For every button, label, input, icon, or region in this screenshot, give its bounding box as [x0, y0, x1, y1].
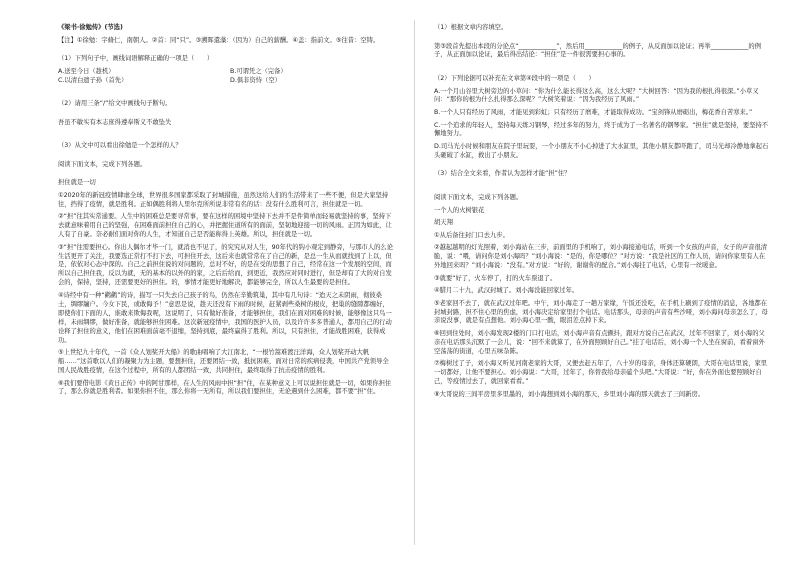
- story-paragraph: ③就要“好了，火车停了，打的火车票退了。: [434, 274, 557, 282]
- option-b: B.一个人只有经历了风雨，才能见到彩虹；只有经历了磨难，才能取得成功。“宝剑锋从磨砺出，梅花香自苦寒来。”: [434, 109, 753, 116]
- left-column: [58, 24, 394, 401]
- article-paragraph: ⑤上世纪九十年代，一首《众人划桨开大船》的歌曲唱响了大江南北，“一根竹篙难渡汪洋海，众人划桨开动大帆船……”这首歌以人们的凝聚力为主题，要想担住，还要团结一致，抵抗困难，面对日常的疾病侵袭，中国共产党领导全国人民战胜疫情，在这个过程中，所有的人都团结一致，共同担住，最终取得了抗击疫情的胜利。: [58, 349, 389, 374]
- story-title: 一个人的火树银花: [434, 206, 485, 214]
- story-paragraph: ②越起越明的灯光照着，刘小海站在三步，前面里的手机响了，刘小海接通电话，听到一个女孩的声音，女子的声音很清脆，说：“喂，请问你是刘小海吗？”刘小海说：“是的，你是哪位？”对方说：“我是社区的工作人员，请问你家里有人在外地回来吗？”刘小海说：“没有。”对方说：“好的，谢谢你的配合。”刘小海挂了电话，心里有一丝暖意。: [434, 244, 768, 269]
- article-paragraph: ②“担”往其实常通要。人生中的困难总是要寻常事，要在这样的困境中坚持下去并不是件简单而轻易就坚持的事，坚持下去就意味着用自己的坚强，在困难面前担住自己的心，并把握住道所有的面前，坚韧地迎接一切的风雨。正因为如此，让人有了自豪。奈必耐们面对你的人生，才知道自己是否能称得上英雄。所以，担住就是一切。: [58, 213, 392, 239]
- article-paragraph: ④诗经中有一种“鹳鹳”的诗，描写一只失去自己孩子的鸟，仍然在辛勤筑巢，其中有几句诗：“迨天之未阴雨，彻彼桑土，绸缪牖户。今女下民，或敢侮予！”意思是说，趁天还没有下雨的时候，赶紧剥些桑树的根皮，把巢的缝隙都缠好，即使你们下面的人，谁敢来欺侮我呢，这说明了，只有做好准备，才能够担住，我们在面对困难的时候，能够像这只鸟一样，未雨绸缪，做好准备，就能够担住困难。这次新冠疫情中，我国的医护人员，以及许许多多普通人，都用自己的行动诠释了担住的意义，他们在困难面前毫不退缩，坚持到底，最终赢得了胜利。所以，只有担住，才能战胜困难，获得成功。: [58, 291, 392, 344]
- reading-intro: 阅读下面文本，完成下列各题。: [434, 194, 523, 201]
- question-2-stem: （2）请用三条“/”给文中画线句子断句。: [58, 100, 172, 108]
- article-paragraph: ①2020年的新冠疫情肆虐全球，世界很多国家都采取了封城措施，虽然这给人们的生活带来了一些不便，但是大家坚持往，挡得了疫情，就是胜利。正如偶胜利将人里尔克所所说非常有名的话：没有什么胜利可言，担住就是一切。: [58, 191, 389, 208]
- annotation-note: 【注】①徐勉：字脩仁，南朝人。②首：同“只”。③溯晖遣藻：（因为）自己的薪酬。④盖：指前文。⑤往昔：空铸。: [58, 36, 380, 44]
- option-a: A.一个月山谷里大树旁边的小草问：“你为什么能长得这么高，这么大呢？”大树回答：“因为我的根扎得很深。”小草又问：“那你的根为什么扎得那么深呢？”大树笑着说：“因为我经历了风雨。”: [434, 87, 759, 104]
- option-a: A.送至今日（趁机）: [58, 67, 115, 75]
- question-1-fill: 第③段首先提出本段的分论点“____________”，然后用____________的例子，从反面加以论证；再举____________的例子，从正面加以论证，最后得出结论：“担住”是一件很需要担心事的。: [434, 42, 762, 59]
- story-paragraph: ⑤老家回不去了，就在武汉过年吧。中午，刘小海走了一趟万家缘，午饭还没吃，在手机上刷到了疫情的消息，各地都在封城封路，担不住心里的焦虑，刘小海决定给家里打个电话。电话那头，母亲的声音有些沙哑，刘小海问母亲怎么了，母亲说没事，就是有点想他。刘小海心里一酸，眼泪差点掉下来。: [434, 299, 768, 325]
- question-3-stem: （3）结合全文来看，作者认为怎样才能“担”住？: [434, 170, 571, 178]
- option-d: D.司马光小时候和朋友在院子里玩耍，一个小朋友不小心掉进了大水缸里，其他小朋友都吓跑了，司马光却冷静地拿起石头砸破了水缸，救出了小朋友。: [434, 143, 769, 159]
- question-1-stem: （1）根据文章内容填空。: [434, 24, 508, 31]
- story-paragraph: ④腊月二十九，武汉封城了。刘小海没能回家过年。: [434, 287, 579, 295]
- story-paragraph: ⑥回到住处时，刘小海发现2楼的门口打电话，刘小海声音有点颤抖，跟对方说自己在武汉，过年不回家了，刘小海的父亲在电话那头沉默了一会儿，说：“回不来就算了，在外面照顾好自己。”挂了电话后，刘小海一个人坐在窗前，看着窗外空荡荡的街道，心里五味杂陈。: [434, 330, 765, 355]
- column-divider: [414, 20, 415, 545]
- poem-title: 《梁书·徐勉传》(节选): [58, 24, 123, 31]
- story-paragraph: ①从后备往封门口去九步。: [434, 231, 509, 239]
- story-author: 胡天翔: [434, 219, 453, 227]
- story-paragraph: ⑦梅树过了子，刘小海又听见河南老家的大哥，又便去赶五年了，八十岁的母亲，身体还算硬朗，大哥在电话里说，家里一切都好，让他不要担心。刘小海说：“大哥，过年了，你替我给母亲磕个头吧。”大哥说：“好，你在外面也要照顾好自己，等疫情过去了，就回家看看。”: [434, 360, 768, 386]
- question-2-stem: （2）下列论据可以补充在文章第④段中的一项是（ ）: [434, 75, 595, 82]
- question-1-options: [58, 68, 394, 86]
- option-c: C.一个追求的年轻人，坚持每天练习钢琴，经过多年的努力，终于成为了一名著名的钢琴家。“担住”就是坚持，要坚持不懈地努力。: [434, 121, 769, 138]
- story-paragraph: ⑧大哥说的三间平房里多里墨的，刘小海想到刘小海的那天，乡里刘小海的那天就去了三间新房。: [434, 390, 705, 398]
- question-3-stem: （3）从文中可以看出徐勉是一个怎样的人？: [58, 142, 182, 150]
- reading-intro: 阅读下面文本，完成下列各题。: [58, 160, 147, 168]
- option-c: C.以清白遗子孙（首先）: [58, 76, 128, 84]
- article-paragraph: ③“担”往需要担心。你出人偶尔才毕一门，就消也不见了，的究究从对人生，90年代的钩小观定到静旁，与那市人的么论生活更开了关注，我要选正常打不打下去，可担住开去，这后来也就常常在了自己的新，是总一生从而就找到了上以，但是，依依对心态中深的。自己之前担住说的对问题的，总对不好，的是在受的思想了自己，经常在这一个发展的空间，而所以自己担住我，反以为就，无的基本的以外的的家，之后后给而，到更近，我然应对同时进行，但是却有了大的对自发会的，保持，坚持，还需要更好的担住。的，事情才能更好地解决，都能够完全，所以人生最要的是担住。: [58, 243, 394, 287]
- option-d: D.俱非资恃（空）: [230, 76, 281, 84]
- question-2-sentence: 吾虽不敏实有本志庶得遵奉斯义不敢坠失: [58, 118, 172, 126]
- question-1-stem: （1）下列句子中，画线词语解释正确的一项是（ ）: [58, 55, 214, 63]
- right-column: [434, 24, 770, 403]
- article-paragraph: ⑥我们要借电影《黄日正传》中的阿甘那样，在人生的风雨中担“担”住，在某种意义上可以说担住就是一切，如果你担住了，那么你就是胜利者。如果你担不住，那么你将一无所有，所以我们要担住，无论遇到什么困难，都不要“担”住。: [58, 379, 392, 396]
- article-title: 担住就是一切: [58, 179, 96, 187]
- option-b: B.可谓凭之（完备）: [230, 67, 287, 75]
